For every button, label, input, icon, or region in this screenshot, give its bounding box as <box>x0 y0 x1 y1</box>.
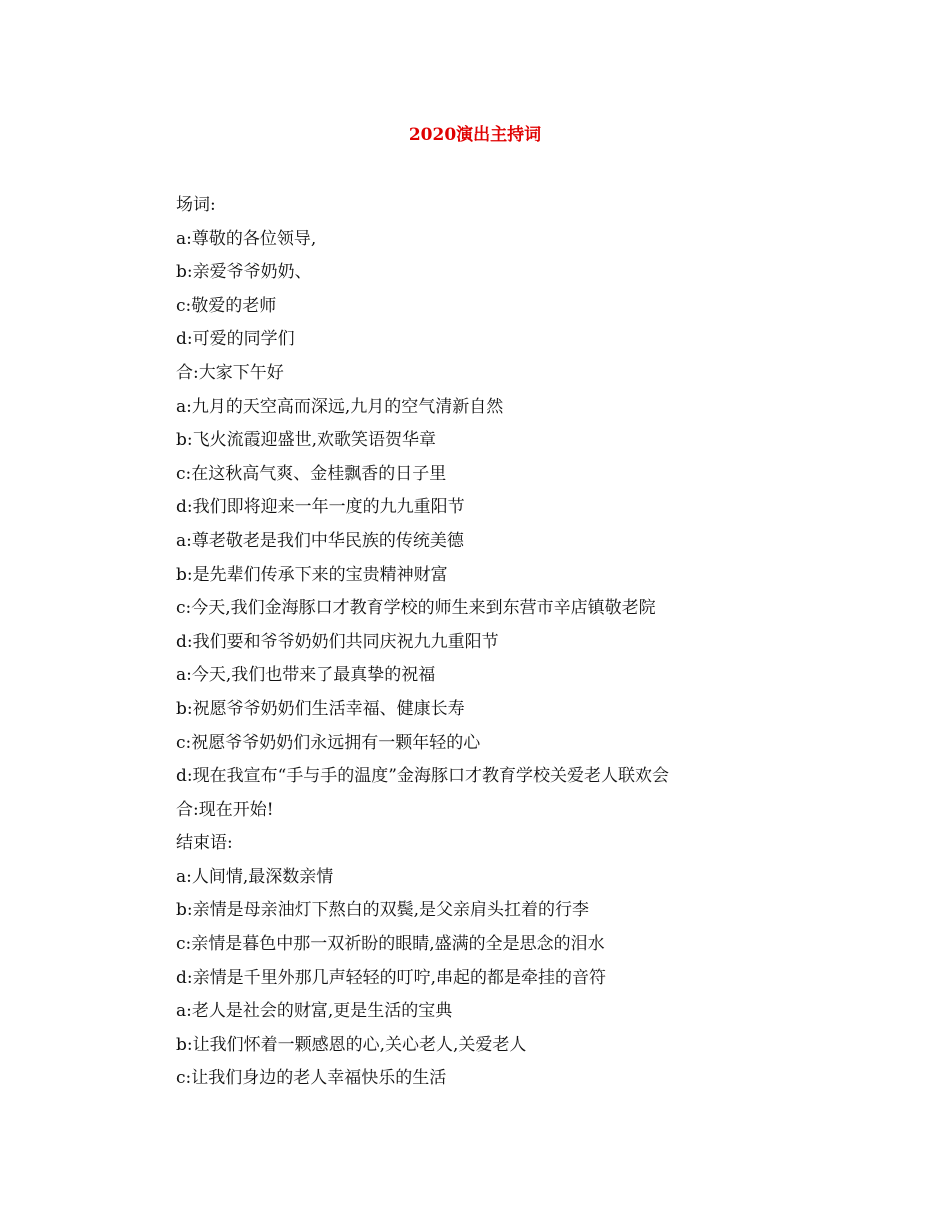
script-line: c:今天,我们金海豚口才教育学校的师生来到东营市辛店镇敬老院 <box>176 598 656 619</box>
script-line: d:我们要和爷爷奶奶们共同庆祝九九重阳节 <box>176 631 499 652</box>
script-line: a:人间情,最深数亲情 <box>176 866 334 887</box>
script-line: b:祝愿爷爷奶奶们生活幸福、健康长寿 <box>176 698 465 719</box>
script-line: b:飞火流霞迎盛世,欢歌笑语贺华章 <box>176 430 437 451</box>
document-title: 2020演出主持词 <box>408 125 542 145</box>
script-line: d:可爱的同学们 <box>176 329 295 350</box>
script-body <box>176 194 896 1101</box>
script-line: a:尊老敬老是我们中华民族的传统美德 <box>176 530 464 551</box>
script-line: d:我们即将迎来一年一度的九九重阳节 <box>176 497 465 518</box>
script-line: d:现在我宣布“手与手的温度”金海豚口才教育学校关爱老人联欢会 <box>176 766 669 787</box>
script-line: a:尊敬的各位领导, <box>176 228 317 249</box>
script-line: b:亲爱爷爷奶奶、 <box>176 262 312 283</box>
script-line: a:今天,我们也带来了最真挚的祝福 <box>176 665 436 686</box>
script-line: a:九月的天空高而深远,九月的空气清新自然 <box>176 396 504 417</box>
script-line: b:让我们怀着一颗感恩的心,关心老人,关爱老人 <box>176 1034 527 1055</box>
script-line: b:亲情是母亲油灯下熬白的双鬓,是父亲肩头扛着的行李 <box>176 900 590 921</box>
script-line: c:祝愿爷爷奶奶们永远拥有一颗年轻的心 <box>176 732 481 753</box>
script-line: c:敬爱的老师 <box>176 295 277 316</box>
script-line: a:老人是社会的财富,更是生活的宝典 <box>176 1001 453 1022</box>
script-line: c:在这秋高气爽、金桂飘香的日子里 <box>176 463 447 484</box>
script-line: c:亲情是暮色中那一双祈盼的眼睛,盛满的全是思念的泪水 <box>176 934 605 955</box>
script-line: d:亲情是千里外那几声轻轻的叮咛,串起的都是牵挂的音符 <box>176 967 607 988</box>
script-line: 合:大家下午好 <box>176 362 284 383</box>
script-line: b:是先辈们传承下来的宝贵精神财富 <box>176 564 448 585</box>
line-closing-heading: 结束语: <box>176 833 233 854</box>
line-opening-heading: 场词: <box>176 195 216 215</box>
script-line: 合:现在开始! <box>176 799 274 820</box>
script-line: c:让我们身边的老人幸福快乐的生活 <box>176 1068 447 1089</box>
